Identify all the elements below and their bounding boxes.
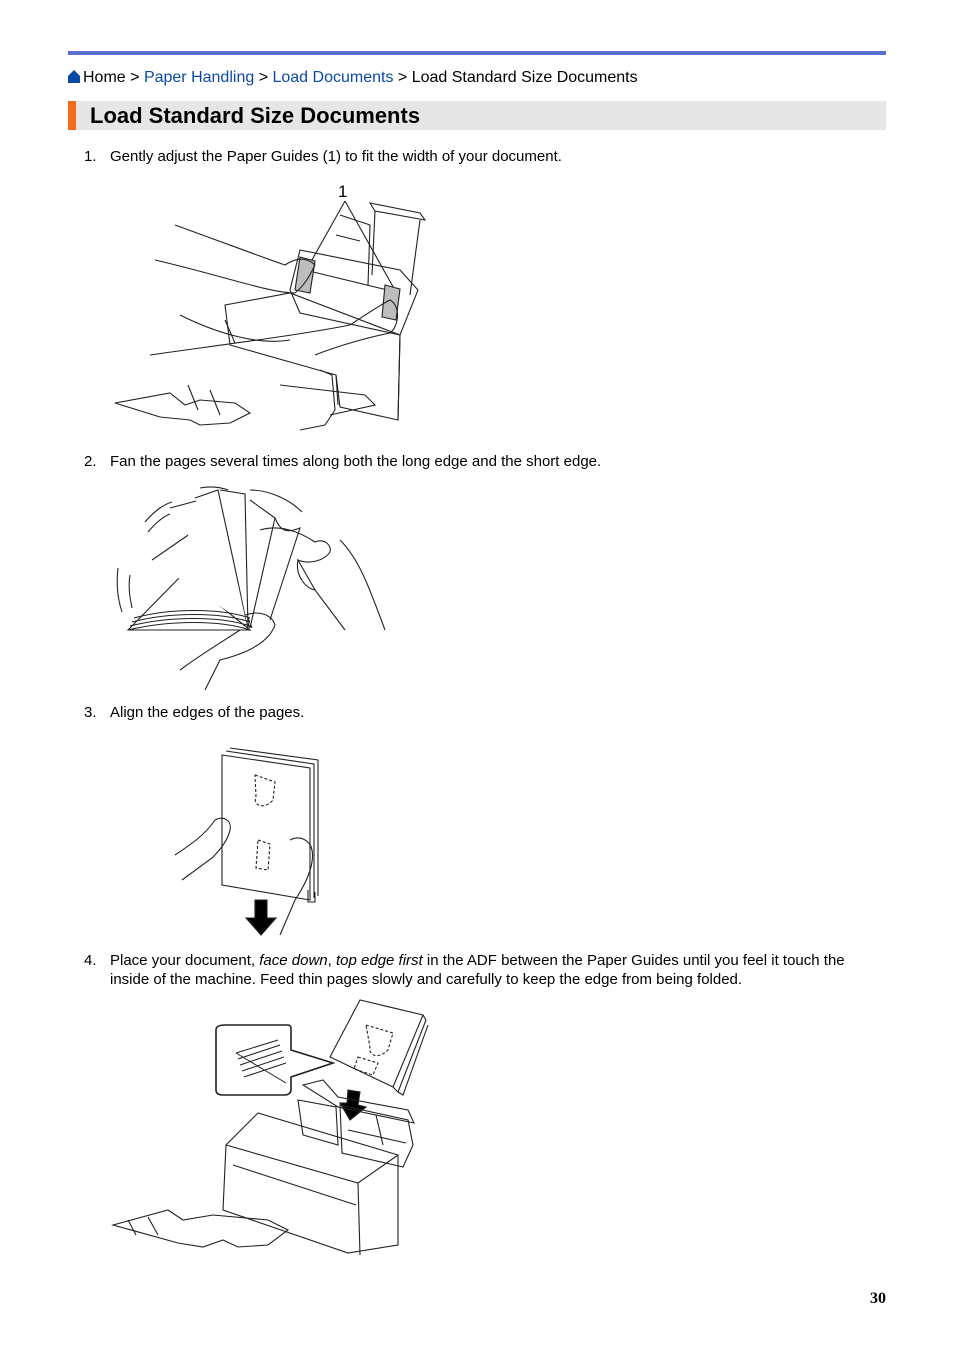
page-number: 30 <box>870 1290 886 1307</box>
breadcrumb <box>68 68 638 88</box>
page-title: Load Standard Size Documents <box>90 103 421 128</box>
emphasis-top-edge-first: top edge first <box>335 952 423 969</box>
figure-load-document <box>108 995 438 1265</box>
breadcrumb-current: Load Standard Size Documents <box>411 69 638 86</box>
step-3 <box>84 703 884 723</box>
step-text-part: in the ADF between the Paper Guides until you feel it touch the inside of the machine. Feed thin pages slowly and carefully to keep the edge from being folded. <box>110 952 845 988</box>
home-icon[interactable] <box>68 70 80 83</box>
step-number: 3. <box>84 704 97 721</box>
emphasis-face-down: face down <box>259 952 328 969</box>
step-text <box>110 951 870 989</box>
callout-line <box>345 201 396 292</box>
callout-line <box>308 201 345 267</box>
scanner-illustration <box>113 1080 414 1255</box>
step-text: Fan the pages several times along both the long edge and the short edge. <box>110 453 602 470</box>
breadcrumb-link-load-documents[interactable]: Load Documents <box>272 69 394 86</box>
step-2 <box>84 452 884 472</box>
step-text-part: , <box>327 952 336 969</box>
title-accent <box>68 101 76 130</box>
figure-adjust-paper-guides <box>100 175 430 440</box>
step-number: 4. <box>84 952 97 969</box>
step-4 <box>84 951 884 991</box>
breadcrumb-separator: > <box>258 69 269 86</box>
paper-stack <box>330 1000 428 1095</box>
top-rule <box>68 51 886 55</box>
step-text: Gently adjust the Paper Guides (1) to fit the width of your document. <box>110 148 562 165</box>
figure-align-pages <box>170 740 335 940</box>
step-1 <box>84 147 884 167</box>
breadcrumb-home[interactable]: Home <box>83 69 126 86</box>
step-text: Align the edges of the pages. <box>110 704 305 721</box>
step-number: 1. <box>84 148 97 165</box>
paper-stack <box>222 748 318 902</box>
callout-label: 1 <box>338 182 348 201</box>
figure-fan-pages <box>110 480 400 695</box>
breadcrumb-separator: > <box>130 69 140 86</box>
step-number: 2. <box>84 453 97 470</box>
step-text-part: Place your document, <box>110 952 260 969</box>
down-arrow-icon <box>246 900 276 935</box>
detail-callout <box>216 1025 333 1095</box>
page-title-bar <box>68 101 886 130</box>
breadcrumb-separator: > <box>397 69 408 86</box>
fanned-pages <box>128 490 300 630</box>
breadcrumb-link-paper-handling[interactable]: Paper Handling <box>143 69 255 86</box>
down-arrow-icon <box>340 1090 366 1120</box>
